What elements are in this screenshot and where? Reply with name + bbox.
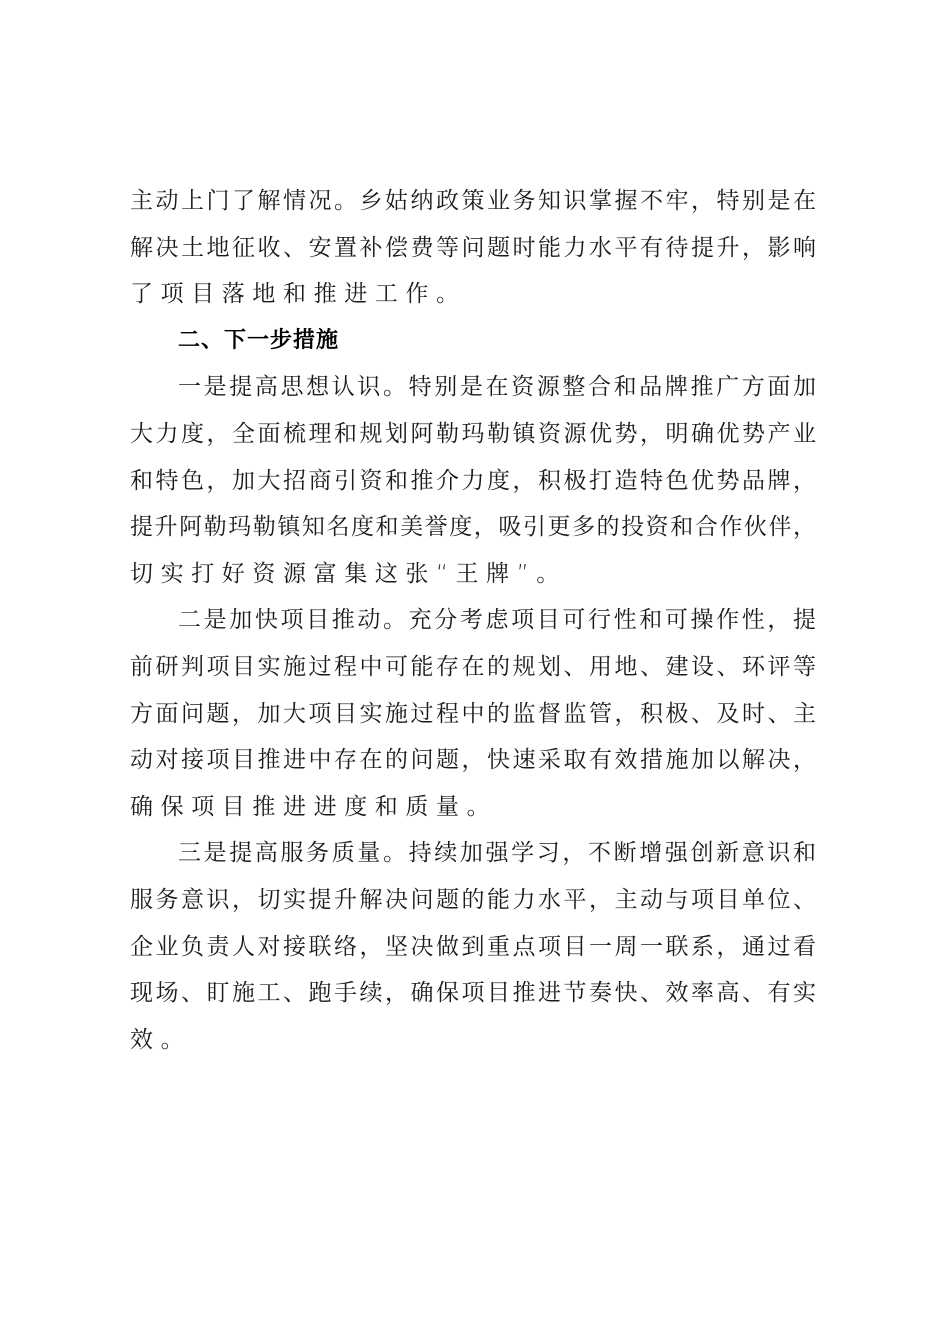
- text-line: 解决土地征收、安置补偿费等问题时能力水平有待提升，影响: [130, 234, 816, 261]
- text-line: 企业负责人对接联络，坚决做到重点项目一周一联系，通过看: [130, 933, 816, 960]
- text-line: 一是提高思想认识。特别是在资源整合和品牌推广方面加: [178, 374, 816, 401]
- text-line: 前研判项目实施过程中可能存在的规划、用地、建设、环评等: [130, 653, 816, 680]
- document-body: [130, 182, 816, 1067]
- section-heading-next-steps: [130, 322, 816, 369]
- paragraph-measure-three: [130, 834, 816, 1067]
- section-heading: 二、下一步措施: [178, 327, 340, 353]
- text-line: 切实打好资源富集这张“王牌”。: [130, 560, 567, 587]
- paragraph-continuation: [130, 182, 816, 322]
- text-line: 确保项目推进进度和质量。: [130, 793, 498, 820]
- text-line: 了项目落地和推进工作。: [130, 281, 467, 308]
- text-line: 方面问题，加大项目实施过程中的监督监管，积极、及时、主: [130, 700, 816, 727]
- paragraph-measure-two: [130, 601, 816, 834]
- text-line: 和特色，加大招商引资和推介力度，积极打造特色优势品牌，: [130, 467, 816, 494]
- paragraph-measure-one: [130, 368, 816, 601]
- text-line: 现场、盯施工、跑手续，确保项目推进节奏快、效率高、有实: [130, 980, 816, 1007]
- text-line: 服务意识，切实提升解决问题的能力水平，主动与项目单位、: [130, 886, 816, 913]
- text-line: 大力度，全面梳理和规划阿勒玛勒镇资源优势，明确优势产业: [130, 420, 816, 447]
- text-line: 主动上门了解情况。乡姑纳政策业务知识掌握不牢，特别是在: [130, 188, 816, 214]
- text-line: 效。: [130, 1026, 192, 1053]
- text-line: 三是提高服务质量。持续加强学习，不断增强创新意识和: [178, 840, 816, 867]
- text-line: 提升阿勒玛勒镇知名度和美誉度，吸引更多的投资和合作伙伴，: [130, 514, 816, 541]
- text-line: 动对接项目推进中存在的问题，快速采取有效措施加以解决，: [130, 747, 816, 774]
- text-line: 二是加快项目推动。充分考虑项目可行性和可操作性，提: [178, 607, 816, 634]
